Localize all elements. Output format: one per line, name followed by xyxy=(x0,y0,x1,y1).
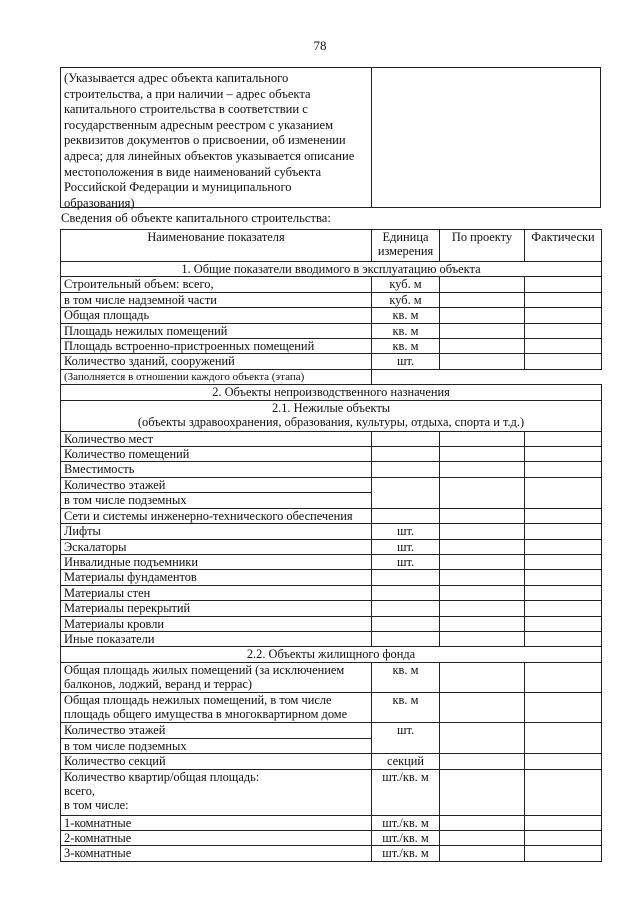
row-unit: шт./кв. м xyxy=(372,815,440,830)
project-cell[interactable] xyxy=(440,570,525,585)
project-cell[interactable] xyxy=(440,323,525,338)
table-row xyxy=(61,601,602,616)
project-cell[interactable] xyxy=(440,754,525,769)
unit-cell xyxy=(372,585,440,600)
actual-cell[interactable] xyxy=(525,339,602,354)
table-row xyxy=(61,631,602,646)
project-cell[interactable] xyxy=(440,585,525,600)
flats-line-3: в том числе: xyxy=(64,798,129,813)
actual-cell[interactable] xyxy=(525,477,602,508)
table-row xyxy=(61,662,602,692)
project-cell[interactable] xyxy=(440,447,525,462)
row-name: Инвалидные подъемники xyxy=(61,554,372,569)
table-row xyxy=(61,508,602,523)
table-row xyxy=(61,815,602,830)
unit-cell xyxy=(372,477,440,508)
actual-cell[interactable] xyxy=(525,570,602,585)
row-name: Материалы кровли xyxy=(61,616,372,631)
section-1-title: 1. Общие показатели вводимого в эксплуатацию объекта xyxy=(61,262,602,277)
actual-cell[interactable] xyxy=(525,846,602,861)
row-name: 3-комнатные xyxy=(61,846,372,861)
header-unit: Единица измерения xyxy=(372,230,440,262)
table-row xyxy=(61,354,602,369)
actual-cell[interactable] xyxy=(525,539,602,554)
flats-line-2: всего, xyxy=(64,783,95,798)
table-row xyxy=(61,277,602,292)
table-row xyxy=(61,754,602,769)
unit-cell xyxy=(372,570,440,585)
subsection-2-1-title: 2.1. Нежилые объекты xyxy=(61,400,602,415)
project-cell[interactable] xyxy=(440,554,525,569)
table-row xyxy=(61,524,602,539)
row-name: Площадь встроенно-пристроенных помещений xyxy=(61,339,372,354)
actual-cell[interactable] xyxy=(525,815,602,830)
address-note: (Указывается адрес объекта капитального строительства, а при наличии – адрес объекта капитального строительства в соответствии с государственным адресным реестром с указанием реквизитов документов о присвоении, об изменении адреса; для линейных объектов указывается описание местоположения в виде наименований субъекта Российской Федерации и муниципального образования) xyxy=(61,68,372,207)
project-cell[interactable] xyxy=(440,662,525,692)
unit-cell xyxy=(372,431,440,446)
actual-cell[interactable] xyxy=(525,462,602,477)
actual-cell[interactable] xyxy=(525,585,602,600)
project-cell[interactable] xyxy=(440,601,525,616)
project-cell[interactable] xyxy=(440,292,525,307)
project-cell[interactable] xyxy=(440,830,525,845)
row-name: Лифты xyxy=(61,524,372,539)
project-cell[interactable] xyxy=(440,616,525,631)
table-row xyxy=(61,554,602,569)
row-name: Количество секций xyxy=(61,754,372,769)
table-row xyxy=(61,431,602,446)
header-actual: Фактически xyxy=(525,230,602,262)
row-unit: кв. м xyxy=(372,308,440,323)
project-cell[interactable] xyxy=(440,277,525,292)
table-row xyxy=(61,692,602,722)
row-name: в том числе подземных xyxy=(61,738,372,753)
table-row xyxy=(61,616,602,631)
table-row xyxy=(61,477,602,492)
table-row xyxy=(61,447,602,462)
row-unit: шт. xyxy=(372,722,440,753)
project-cell[interactable] xyxy=(440,722,525,753)
actual-cell[interactable] xyxy=(525,508,602,523)
actual-cell[interactable] xyxy=(525,354,602,369)
table-row xyxy=(61,323,602,338)
table-row xyxy=(61,830,602,845)
project-cell[interactable] xyxy=(440,524,525,539)
page-number: 78 xyxy=(313,38,327,53)
actual-cell[interactable] xyxy=(525,769,602,815)
row-unit: шт. xyxy=(372,539,440,554)
project-cell[interactable] xyxy=(440,815,525,830)
table-row xyxy=(61,308,602,323)
unit-cell xyxy=(372,447,440,462)
subsection-2-1-subtitle: (объекты здравоохранения, образования, культуры, отдыха, спорта и т.д.) xyxy=(61,415,602,431)
table-row xyxy=(61,292,602,307)
row-name: Эскалаторы xyxy=(61,539,372,554)
row-unit: шт. xyxy=(372,524,440,539)
row-name: Общая площадь xyxy=(61,308,372,323)
row-unit: кв. м xyxy=(372,692,440,722)
project-cell[interactable] xyxy=(440,539,525,554)
row-name: Количество помещений xyxy=(61,447,372,462)
table-row xyxy=(61,339,602,354)
flats-line-1: Количество квартир/общая площадь: xyxy=(64,769,260,784)
row-unit: куб. м xyxy=(372,292,440,307)
row-unit: кв. м xyxy=(372,323,440,338)
subsection-2-2-title: 2.2. Объекты жилищного фонда xyxy=(61,647,602,662)
project-cell[interactable] xyxy=(440,846,525,861)
row-name: Вместимость xyxy=(61,462,372,477)
unit-cell xyxy=(372,616,440,631)
row-unit: кв. м xyxy=(372,339,440,354)
table-row xyxy=(61,462,602,477)
row-name: Материалы стен xyxy=(61,585,372,600)
row-name: Количество этажей xyxy=(61,477,372,492)
row-unit: шт./кв. м xyxy=(372,846,440,861)
actual-cell[interactable] xyxy=(525,722,602,753)
row-name: Сети и системы инженерно-технического обеспечения xyxy=(61,508,372,523)
project-cell[interactable] xyxy=(440,308,525,323)
actual-cell[interactable] xyxy=(525,692,602,722)
row-name: в том числе подземных xyxy=(61,493,372,508)
unit-cell xyxy=(372,508,440,523)
actual-cell[interactable] xyxy=(525,292,602,307)
header-project: По проекту xyxy=(440,230,525,262)
section-2-title: 2. Объекты непроизводственного назначения xyxy=(61,385,602,400)
header-name: Наименование показателя xyxy=(61,230,372,262)
actual-cell[interactable] xyxy=(525,323,602,338)
indicators-table xyxy=(60,229,602,862)
row-name: Количество зданий, сооружений xyxy=(61,354,372,369)
actual-cell[interactable] xyxy=(525,631,602,646)
unit-cell xyxy=(372,631,440,646)
project-cell[interactable] xyxy=(440,769,525,815)
row-name: 1-комнатные xyxy=(61,815,372,830)
row-unit: шт. xyxy=(372,354,440,369)
project-cell[interactable] xyxy=(440,431,525,446)
actual-cell[interactable] xyxy=(525,277,602,292)
project-cell[interactable] xyxy=(440,692,525,722)
project-cell[interactable] xyxy=(440,462,525,477)
table-row xyxy=(61,539,602,554)
actual-cell[interactable] xyxy=(525,524,602,539)
unit-cell xyxy=(372,462,440,477)
actual-cell[interactable] xyxy=(525,601,602,616)
project-cell[interactable] xyxy=(440,508,525,523)
actual-cell[interactable] xyxy=(525,447,602,462)
row-unit: шт. xyxy=(372,554,440,569)
project-cell[interactable] xyxy=(440,631,525,646)
row-name xyxy=(61,769,372,815)
actual-cell[interactable] xyxy=(525,830,602,845)
row-name: 2-комнатные xyxy=(61,830,372,845)
row-name: в том числе надземной части xyxy=(61,292,372,307)
row-unit: секций xyxy=(372,754,440,769)
row-unit: кв. м xyxy=(372,662,440,692)
row-name: Количество этажей xyxy=(61,722,372,738)
row-name: Материалы перекрытий xyxy=(61,601,372,616)
section-intro: Сведения об объекте капитального строительства: xyxy=(61,211,331,225)
row-unit: куб. м xyxy=(372,277,440,292)
row-unit: шт./кв. м xyxy=(372,769,440,815)
actual-cell[interactable] xyxy=(525,662,602,692)
table-row xyxy=(61,846,602,861)
row-name: Иные показатели xyxy=(61,631,372,646)
address-box xyxy=(60,67,601,208)
actual-cell[interactable] xyxy=(525,616,602,631)
table-row xyxy=(61,722,602,738)
row-name: Общая площадь нежилых помещений, в том числе площадь общего имущества в многоквартирном доме xyxy=(61,692,372,722)
table-header-row xyxy=(61,230,602,262)
project-cell[interactable] xyxy=(440,354,525,369)
table-row xyxy=(61,585,602,600)
row-name: Материалы фундаментов xyxy=(61,570,372,585)
table-row xyxy=(61,570,602,585)
project-cell[interactable] xyxy=(440,339,525,354)
actual-cell[interactable] xyxy=(525,754,602,769)
project-cell[interactable] xyxy=(440,477,525,508)
row-name: Количество мест xyxy=(61,431,372,446)
row-unit: шт./кв. м xyxy=(372,830,440,845)
actual-cell[interactable] xyxy=(525,308,602,323)
unit-cell xyxy=(372,601,440,616)
fill-note: (Заполняется в отношении каждого объекта (этапа) xyxy=(61,369,372,384)
row-name: Общая площадь жилых помещений (за исключением балконов, лоджий, веранд и террас) xyxy=(61,662,372,692)
row-name: Площадь нежилых помещений xyxy=(61,323,372,338)
actual-cell[interactable] xyxy=(525,554,602,569)
row-name: Строительный объем: всего, xyxy=(61,277,372,292)
table-row xyxy=(61,769,602,815)
actual-cell[interactable] xyxy=(525,431,602,446)
